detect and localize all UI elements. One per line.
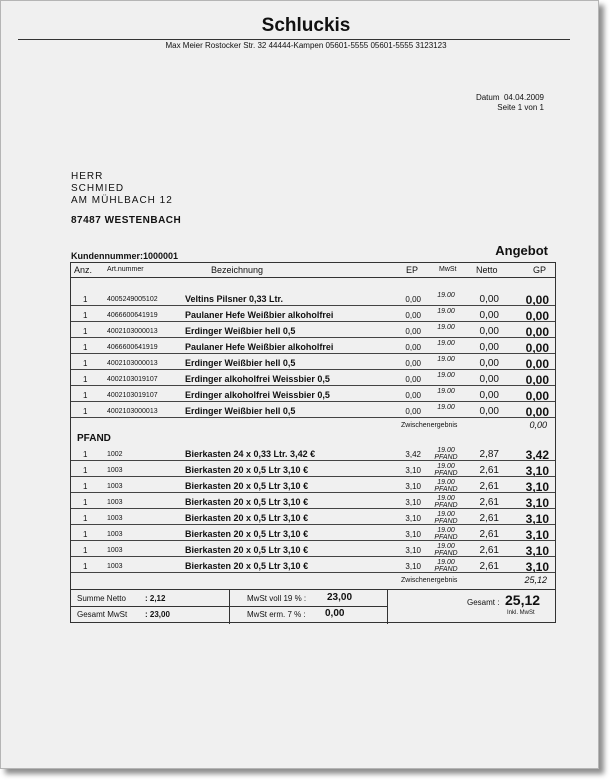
netto-cell: 2,61 xyxy=(479,481,499,492)
artnr-cell: 4066600641919 xyxy=(107,344,158,351)
gp-cell: 3,10 xyxy=(525,528,549,542)
netto-cell: 2,61 xyxy=(479,497,499,508)
item-row xyxy=(71,387,555,402)
ep-cell: 3,10 xyxy=(405,562,421,571)
bez-cell: Paulaner Hefe Weißbier alkoholfrei xyxy=(185,342,334,352)
artnr-cell: 1003 xyxy=(107,515,123,522)
ep-cell: 0,00 xyxy=(405,295,421,304)
artnr-cell: 1003 xyxy=(107,531,123,538)
document-meta xyxy=(440,93,544,113)
bez-cell: Bierkasten 20 x 0,5 Ltr 3,10 € xyxy=(185,497,309,507)
mwst-cell: 19.00 xyxy=(437,324,455,331)
bez-cell: Erdinger alkoholfrei Weissbier 0,5 xyxy=(185,390,330,400)
recipient-line3: AM MÜHLBACH 12 xyxy=(71,195,173,206)
pfand-row xyxy=(71,526,555,541)
netto-cell: 0,00 xyxy=(479,358,499,369)
mwst-cell: 19.00 xyxy=(437,527,455,534)
bez-cell: Erdinger alkoholfrei Weissbier 0,5 xyxy=(185,374,330,384)
header-anz: Anz. xyxy=(74,265,93,275)
anz-cell: 1 xyxy=(83,407,88,416)
anz-cell: 1 xyxy=(83,327,88,336)
mwst-cell: 19.00 xyxy=(437,479,455,486)
totals-divider-h xyxy=(71,606,387,607)
anz-cell: 1 xyxy=(83,295,88,304)
mwst-cell: PFAND xyxy=(434,518,458,525)
mwst-cell: 19.00 xyxy=(437,356,455,363)
totals-divider-2 xyxy=(387,590,388,624)
anz-cell: 1 xyxy=(83,466,88,475)
netto-cell: 0,00 xyxy=(479,374,499,385)
netto-cell: 2,61 xyxy=(479,545,499,556)
header-rule xyxy=(18,39,570,40)
subtotal-products-label: Zwischenergebnis xyxy=(401,422,458,429)
gp-cell: 3,10 xyxy=(525,512,549,526)
pfand-section-title: PFAND xyxy=(77,433,111,444)
ep-cell: 0,00 xyxy=(405,311,421,320)
ep-cell: 0,00 xyxy=(405,407,421,416)
artnr-cell: 4002103019107 xyxy=(107,376,158,383)
artnr-cell: 1003 xyxy=(107,499,123,506)
item-row xyxy=(71,355,555,370)
mwst-cell: 19.00 xyxy=(437,447,455,454)
mwst-cell: PFAND xyxy=(434,566,458,573)
summe-netto-value: : 2,12 xyxy=(145,594,166,603)
gesamt-mwst-label: Gesamt MwSt xyxy=(77,610,128,619)
artnr-cell: 1002 xyxy=(107,451,123,458)
item-row xyxy=(71,307,555,322)
artnr-cell: 4002103019107 xyxy=(107,392,158,399)
mwst-cell: 19.00 xyxy=(437,372,455,379)
header-artnr: Art.nummer xyxy=(107,266,144,273)
gp-cell: 0,00 xyxy=(525,341,549,355)
inkl-mwst-label: Inkl. MwSt xyxy=(507,610,535,616)
artnr-cell: 4002103000013 xyxy=(107,328,158,335)
pfand-row xyxy=(71,558,555,573)
ep-cell: 3,42 xyxy=(405,450,421,459)
item-row xyxy=(71,291,555,306)
gesamt-value: 25,12 xyxy=(505,592,541,608)
subtotal-products-value: 0,00 xyxy=(529,420,547,430)
gp-cell: 3,10 xyxy=(525,560,549,574)
mwst-cell: PFAND xyxy=(434,534,458,541)
subtotal-pfand-value: 25,12 xyxy=(524,575,547,585)
netto-cell: 2,61 xyxy=(479,513,499,524)
artnr-cell: 4002103000013 xyxy=(107,408,158,415)
ep-cell: 0,00 xyxy=(405,391,421,400)
bez-cell: Erdinger Weißbier hell 0,5 xyxy=(185,326,296,336)
totals-block xyxy=(71,589,555,624)
mwst-cell: 19.00 xyxy=(437,292,455,299)
pfand-row xyxy=(71,510,555,525)
item-row xyxy=(71,339,555,354)
pfand-row xyxy=(71,446,555,461)
header-netto: Netto xyxy=(476,265,498,275)
mwst-cell: 19.00 xyxy=(437,511,455,518)
gp-cell: 3,10 xyxy=(525,544,549,558)
ep-cell: 3,10 xyxy=(405,466,421,475)
artnr-cell: 4002103000013 xyxy=(107,360,158,367)
mwst-cell: PFAND xyxy=(434,486,458,493)
ep-cell: 0,00 xyxy=(405,375,421,384)
netto-cell: 2,61 xyxy=(479,465,499,476)
ep-cell: 3,10 xyxy=(405,530,421,539)
mwst-voll-label: MwSt voll 19 % : xyxy=(247,594,307,603)
anz-cell: 1 xyxy=(83,482,88,491)
gp-cell: 0,00 xyxy=(525,325,549,339)
mwst-cell: 19.00 xyxy=(437,388,455,395)
gesamt-label: Gesamt : xyxy=(467,598,500,607)
bez-cell: Veltins Pilsner 0,33 Ltr. xyxy=(185,294,284,304)
anz-cell: 1 xyxy=(83,498,88,507)
summe-netto-label: Summe Netto xyxy=(77,594,126,603)
netto-cell: 2,61 xyxy=(479,529,499,540)
mwst-cell: 19.00 xyxy=(437,340,455,347)
gp-cell: 0,00 xyxy=(525,357,549,371)
company-name: Schluckis xyxy=(261,15,351,36)
mwst-cell: 19.00 xyxy=(437,404,455,411)
mwst-cell: PFAND xyxy=(434,470,458,477)
gp-cell: 3,42 xyxy=(525,448,549,462)
item-row xyxy=(71,403,555,418)
header-ep: EP xyxy=(406,265,419,275)
artnr-cell: 1003 xyxy=(107,467,123,474)
gp-cell: 0,00 xyxy=(525,293,549,307)
bez-cell: Bierkasten 20 x 0,5 Ltr 3,10 € xyxy=(185,529,309,539)
netto-cell: 0,00 xyxy=(479,342,499,353)
anz-cell: 1 xyxy=(83,343,88,352)
mwst-cell: 19.00 xyxy=(437,463,455,470)
netto-cell: 2,61 xyxy=(479,561,499,572)
ep-cell: 3,10 xyxy=(405,482,421,491)
recipient-line2: SCHMIED xyxy=(71,183,125,194)
netto-cell: 0,00 xyxy=(479,390,499,401)
anz-cell: 1 xyxy=(83,359,88,368)
bez-cell: Bierkasten 20 x 0,5 Ltr 3,10 € xyxy=(185,545,309,555)
pfand-row xyxy=(71,478,555,493)
bez-cell: Bierkasten 20 x 0,5 Ltr 3,10 € xyxy=(185,513,309,523)
netto-cell: 0,00 xyxy=(479,310,499,321)
artnr-cell: 4005249005102 xyxy=(107,296,158,303)
ep-cell: 3,10 xyxy=(405,514,421,523)
mwst-cell: 19.00 xyxy=(437,543,455,550)
pfand-row xyxy=(71,494,555,509)
netto-cell: 0,00 xyxy=(479,326,499,337)
recipient-city: 87487 WESTENBACH xyxy=(71,215,182,226)
item-row xyxy=(71,371,555,386)
company-address: Max Meier Rostocker Str. 32 44444-Kampen 05601-5555 05601-5555 3123123 xyxy=(165,41,447,50)
totals-divider-1 xyxy=(229,590,230,624)
mwst-cell: PFAND xyxy=(434,502,458,509)
pfand-row xyxy=(71,542,555,557)
header-mwst: MwSt xyxy=(439,266,457,273)
table-header xyxy=(71,263,555,278)
ep-cell: 3,10 xyxy=(405,546,421,555)
gesamt-mwst-value: : 23,00 xyxy=(145,610,170,619)
mwst-erm-value: 0,00 xyxy=(325,608,345,619)
mwst-cell: 19.00 xyxy=(437,559,455,566)
netto-cell: 2,87 xyxy=(479,449,499,460)
anz-cell: 1 xyxy=(83,514,88,523)
bez-cell: Bierkasten 20 x 0,5 Ltr 3,10 € xyxy=(185,465,309,475)
ep-cell: 0,00 xyxy=(405,359,421,368)
netto-cell: 0,00 xyxy=(479,406,499,417)
gp-cell: 0,00 xyxy=(525,405,549,419)
anz-cell: 1 xyxy=(83,375,88,384)
items-table xyxy=(70,262,556,623)
bez-cell: Bierkasten 24 x 0,33 Ltr. 3,42 € xyxy=(185,449,316,459)
anz-cell: 1 xyxy=(83,562,88,571)
mwst-voll-value: 23,00 xyxy=(327,592,353,603)
mwst-erm-label: MwSt erm. 7 % : xyxy=(247,610,306,619)
artnr-cell: 4066600641919 xyxy=(107,312,158,319)
artnr-cell: 1003 xyxy=(107,483,123,490)
document-type: Angebot xyxy=(495,243,548,258)
subtotal-pfand xyxy=(71,575,555,587)
gp-cell: 3,10 xyxy=(525,496,549,510)
artnr-cell: 1003 xyxy=(107,547,123,554)
anz-cell: 1 xyxy=(83,530,88,539)
gp-cell: 0,00 xyxy=(525,373,549,387)
header-bez: Bezeichnung xyxy=(211,265,264,275)
bez-cell: Paulaner Hefe Weißbier alkoholfrei xyxy=(185,310,334,320)
ep-cell: 0,00 xyxy=(405,343,421,352)
subtotal-products xyxy=(71,420,555,432)
gp-cell: 3,10 xyxy=(525,464,549,478)
item-row xyxy=(71,323,555,338)
gp-cell: 3,10 xyxy=(525,480,549,494)
bez-cell: Erdinger Weißbier hell 0,5 xyxy=(185,406,296,416)
mwst-cell: 19.00 xyxy=(437,308,455,315)
anz-cell: 1 xyxy=(83,546,88,555)
anz-cell: 1 xyxy=(83,450,88,459)
gp-cell: 0,00 xyxy=(525,389,549,403)
bez-cell: Erdinger Weißbier hell 0,5 xyxy=(185,358,296,368)
mwst-cell: PFAND xyxy=(434,550,458,557)
bez-cell: Bierkasten 20 x 0,5 Ltr 3,10 € xyxy=(185,481,309,491)
mwst-cell: 19.00 xyxy=(437,495,455,502)
pfand-row xyxy=(71,462,555,477)
date-label: Datum xyxy=(475,93,500,102)
ep-cell: 3,10 xyxy=(405,498,421,507)
netto-cell: 0,00 xyxy=(479,294,499,305)
bez-cell: Bierkasten 20 x 0,5 Ltr 3,10 € xyxy=(185,561,309,571)
header-gp: GP xyxy=(533,265,547,275)
gp-cell: 0,00 xyxy=(525,309,549,323)
customer-number: Kundennummer:1000001 xyxy=(71,251,179,261)
page-number: Seite 1 von 1 xyxy=(497,103,544,112)
recipient-address xyxy=(71,171,173,207)
mwst-cell: PFAND xyxy=(434,454,458,461)
subtotal-pfand-label: Zwischenergebnis xyxy=(401,577,458,584)
date-value: 04.04.2009 xyxy=(503,93,544,102)
ep-cell: 0,00 xyxy=(405,327,421,336)
anz-cell: 1 xyxy=(83,391,88,400)
artnr-cell: 1003 xyxy=(107,563,123,570)
anz-cell: 1 xyxy=(83,311,88,320)
recipient-line1: HERR xyxy=(71,171,104,182)
